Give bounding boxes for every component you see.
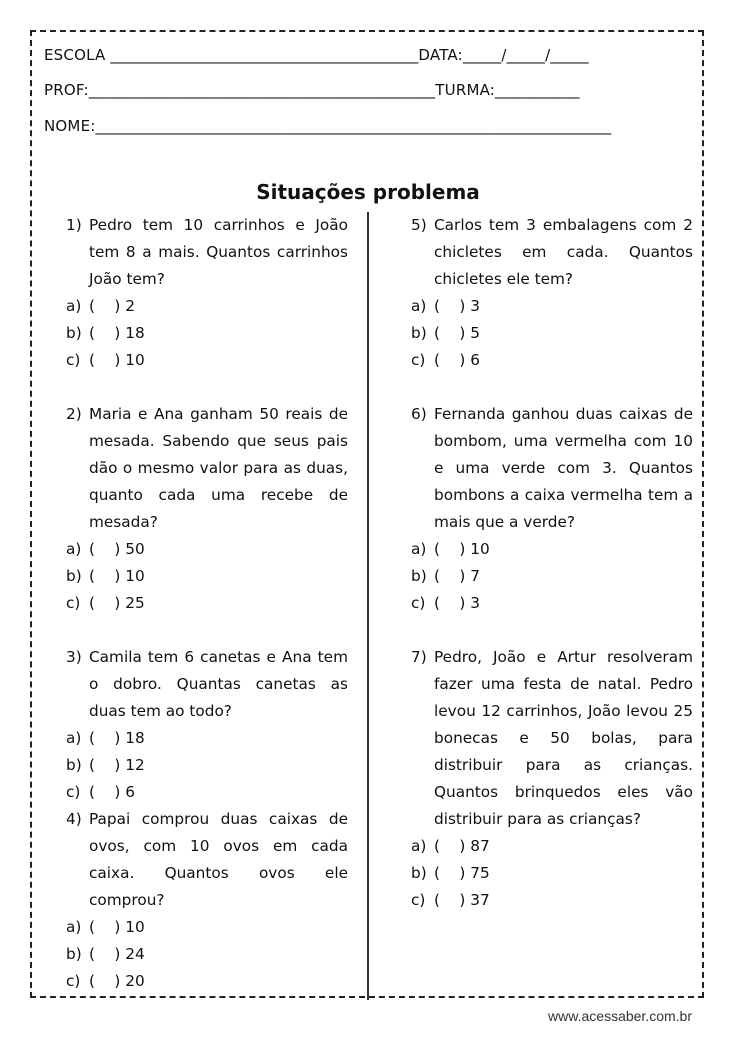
question-1 bbox=[66, 212, 348, 293]
question-6 bbox=[411, 401, 693, 536]
question-number: 5) bbox=[411, 216, 427, 234]
footer-website: www.acessaber.com.br bbox=[548, 1008, 692, 1024]
left-column bbox=[66, 212, 348, 995]
page-title: Situações problema bbox=[256, 180, 480, 204]
option-a[interactable]: a) ( ) 18 bbox=[66, 729, 145, 747]
question-text: Carlos tem 3 embalagens com 2 chicletes em cada. Quantos chicletes ele tem? bbox=[434, 216, 693, 288]
question-text: Maria e Ana ganham 50 reais de mesada. Sabendo que seus pais dão o mesmo valor para as duas, quanto cada uma recebe de mesada? bbox=[89, 405, 348, 531]
option-a[interactable]: a) ( ) 10 bbox=[411, 540, 490, 558]
option-c[interactable]: c) ( ) 25 bbox=[66, 594, 145, 612]
option-b[interactable]: b) ( ) 18 bbox=[66, 324, 145, 342]
teacher-class-field[interactable]: PROF:_____________________________________________TURMA:___________ bbox=[44, 81, 580, 99]
option-c[interactable]: c) ( ) 6 bbox=[411, 351, 480, 369]
question-7 bbox=[411, 644, 693, 833]
option-b[interactable]: b) ( ) 24 bbox=[66, 945, 145, 963]
question-3 bbox=[66, 644, 348, 725]
question-4 bbox=[66, 806, 348, 914]
question-number: 7) bbox=[411, 648, 427, 666]
right-column bbox=[411, 212, 693, 914]
option-b[interactable]: b) ( ) 7 bbox=[411, 567, 480, 585]
question-2 bbox=[66, 401, 348, 536]
question-text: Papai comprou duas caixas de ovos, com 10 ovos em cada caixa. Quantos ovos ele comprou? bbox=[89, 810, 348, 909]
option-c[interactable]: c) ( ) 3 bbox=[411, 594, 480, 612]
option-b[interactable]: b) ( ) 10 bbox=[66, 567, 145, 585]
option-a[interactable]: a) ( ) 87 bbox=[411, 837, 490, 855]
option-c[interactable]: c) ( ) 6 bbox=[66, 783, 135, 801]
question-text: Fernanda ganhou duas caixas de bombom, uma vermelha com 10 e uma verde com 3. Quantos bombons a caixa vermelha tem a mais que a verde? bbox=[434, 405, 693, 531]
option-b[interactable]: b) ( ) 75 bbox=[411, 864, 490, 882]
option-a[interactable]: a) ( ) 10 bbox=[66, 918, 145, 936]
option-b[interactable]: b) ( ) 5 bbox=[411, 324, 480, 342]
question-number: 2) bbox=[66, 405, 82, 423]
question-number: 1) bbox=[66, 216, 82, 234]
option-a[interactable]: a) ( ) 2 bbox=[66, 297, 135, 315]
option-a[interactable]: a) ( ) 3 bbox=[411, 297, 480, 315]
question-number: 3) bbox=[66, 648, 82, 666]
option-c[interactable]: c) ( ) 37 bbox=[411, 891, 490, 909]
question-text: Pedro tem 10 carrinhos e João tem 8 a mais. Quantos carrinhos João tem? bbox=[89, 216, 348, 288]
school-field[interactable]: ESCOLA ________________________________________DATA:_____/_____/_____ bbox=[44, 46, 589, 64]
column-divider bbox=[367, 212, 369, 1000]
option-a[interactable]: a) ( ) 50 bbox=[66, 540, 145, 558]
option-c[interactable]: c) ( ) 10 bbox=[66, 351, 145, 369]
option-b[interactable]: b) ( ) 12 bbox=[66, 756, 145, 774]
question-number: 4) bbox=[66, 810, 82, 828]
question-5 bbox=[411, 212, 693, 293]
question-text: Pedro, João e Artur resolveram fazer uma festa de natal. Pedro levou 12 carrinhos, João levou 25 bonecas e 50 bolas, para distribuir para as crianças. Quantos brinquedos eles vão distribuir para as crianças? bbox=[434, 648, 693, 828]
question-number: 6) bbox=[411, 405, 427, 423]
question-text: Camila tem 6 canetas e Ana tem o dobro. Quantas canetas as duas tem ao todo? bbox=[89, 648, 348, 720]
option-c[interactable]: c) ( ) 20 bbox=[66, 972, 145, 990]
name-field[interactable]: NOME:___________________________________________________________________ bbox=[44, 117, 612, 135]
